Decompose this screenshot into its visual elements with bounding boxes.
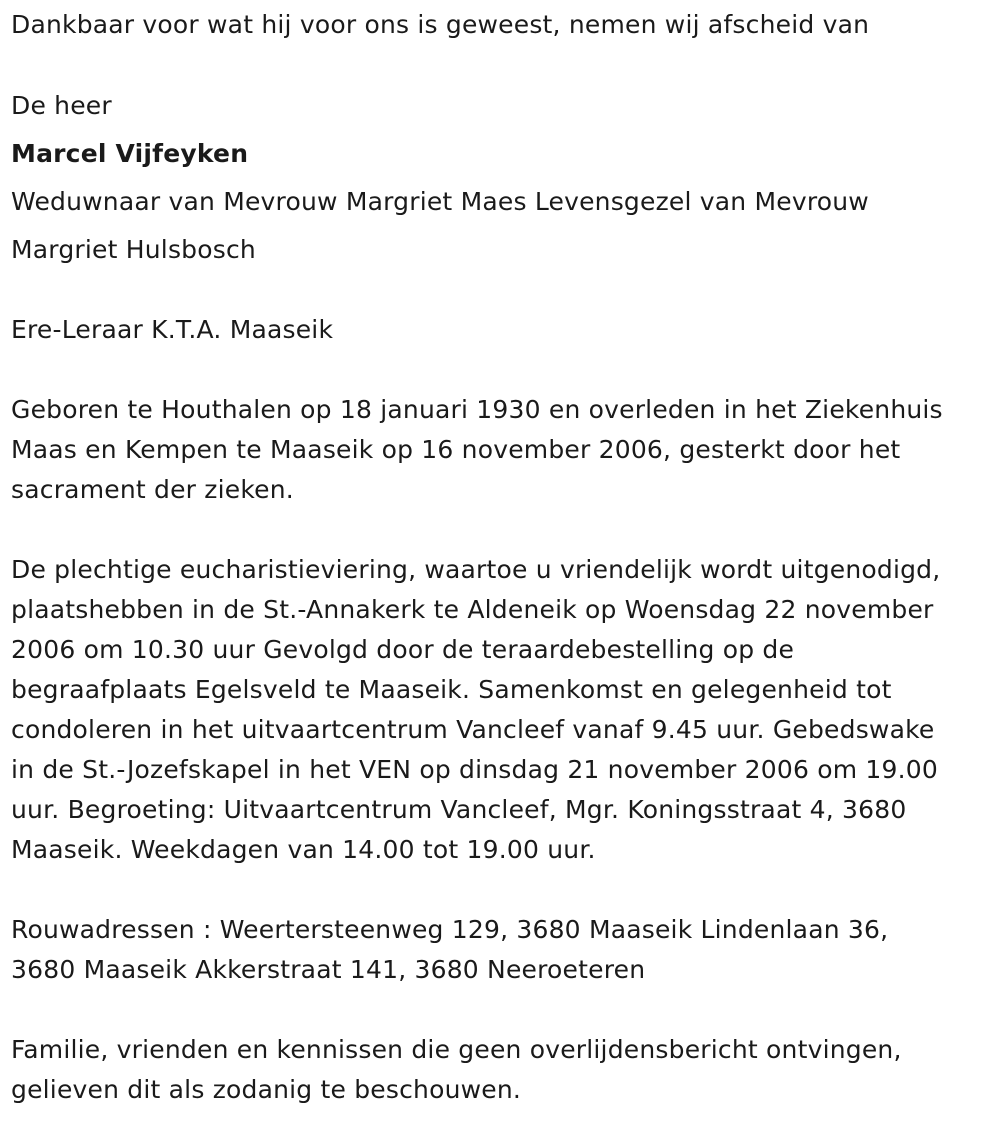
deceased-name: Marcel Vijfeyken (11, 139, 249, 168)
ceremony-line: plaatshebben in de St.-Annakerk te Aldeneik op Woensdag 22 november (11, 595, 934, 624)
relations-line: Margriet Hulsbosch (11, 235, 256, 264)
birth-death-line: sacrament der zieken. (11, 475, 294, 504)
closing-line: Familie, vrienden en kennissen die geen overlijdensbericht ontvingen, (11, 1035, 902, 1064)
ceremony-line: in de St.-Jozefskapel in het VEN op dinsdag 21 november 2006 om 19.00 (11, 755, 938, 784)
ceremony-line: 2006 om 10.30 uur Gevolgd door de teraardebestelling op de (11, 635, 795, 664)
ceremony-line: uur. Begroeting: Uitvaartcentrum Vancleef, Mgr. Koningsstraat 4, 3680 (11, 795, 907, 824)
ceremony-line: De plechtige eucharistieviering, waartoe u vriendelijk wordt uitgenodigd, (11, 555, 941, 584)
ceremony-line: condoleren in het uitvaartcentrum Vancleef vanaf 9.45 uur. Gebedswake (11, 715, 935, 744)
ceremony-line: begraafplaats Egelsveld te Maaseik. Samenkomst en gelegenheid tot (11, 675, 892, 704)
address-line: Rouwadressen : Weertersteenweg 129, 3680 Maaseik Lindenlaan 36, (11, 915, 889, 944)
birth-death-line: Geboren te Houthalen op 18 januari 1930 en overleden in het Ziekenhuis (11, 395, 943, 424)
relations-line: Weduwnaar van Mevrouw Margriet Maes Levensgezel van Mevrouw (11, 187, 869, 216)
intro-text: Dankbaar voor wat hij voor ons is geweest, nemen wij afscheid van (11, 10, 870, 39)
salutation: De heer (11, 91, 112, 120)
closing-line: gelieven dit als zodanig te beschouwen. (11, 1075, 522, 1104)
address-line: 3680 Maaseik Akkerstraat 141, 3680 Neeroeteren (11, 955, 646, 984)
ceremony-line: Maaseik. Weekdagen van 14.00 tot 19.00 uur. (11, 835, 596, 864)
honorary-title: Ere-Leraar K.T.A. Maaseik (11, 315, 334, 344)
birth-death-line: Maas en Kempen te Maaseik op 16 november 2006, gesterkt door het (11, 435, 901, 464)
